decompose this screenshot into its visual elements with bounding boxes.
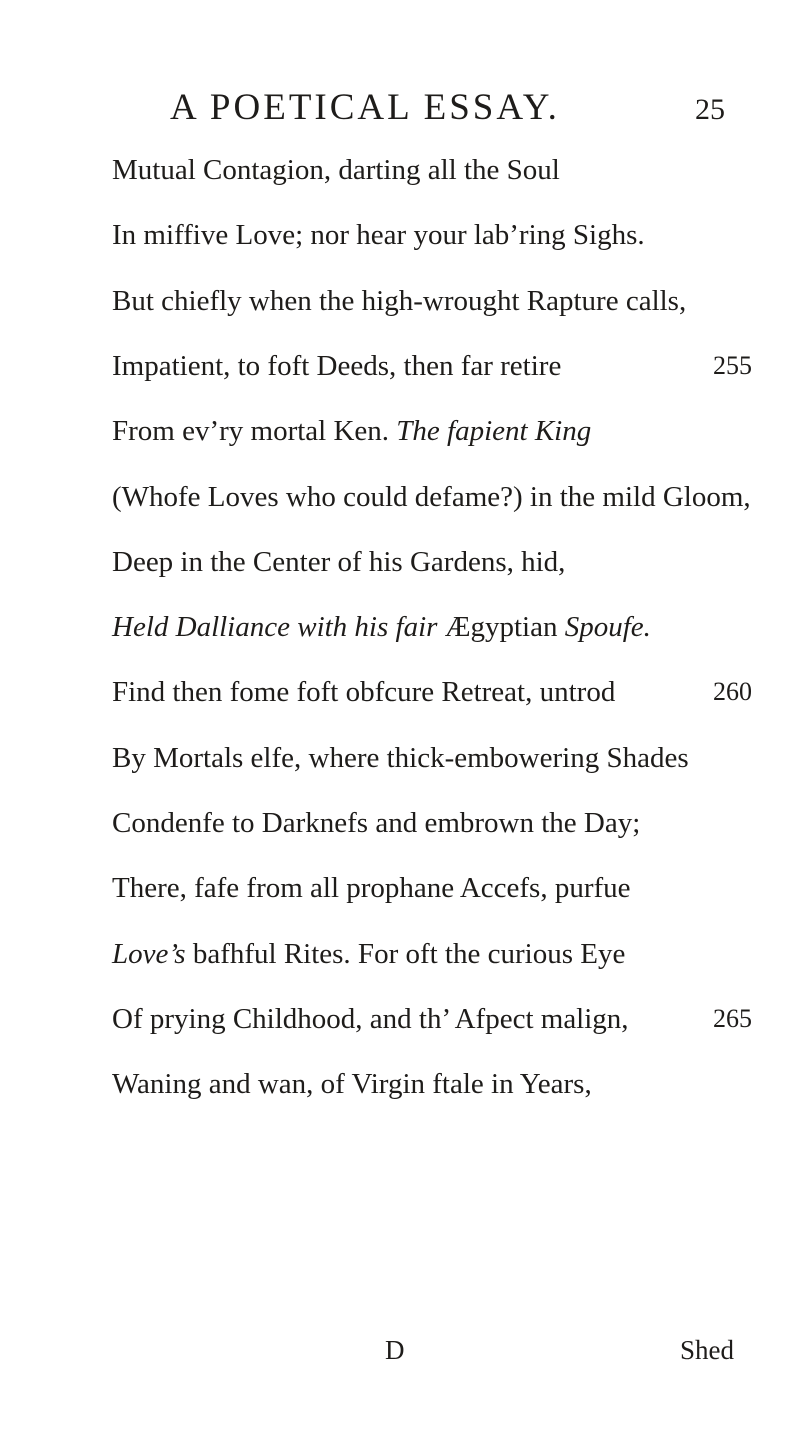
roman-phrase: Waning and wan, of Virgin ftale in Years,	[112, 1068, 592, 1100]
verse-line-text	[112, 411, 591, 451]
verse-line	[112, 477, 752, 517]
verse-line	[112, 150, 752, 190]
verse-line-text	[112, 346, 561, 386]
roman-phrase: (Whofe Loves who could defame?) in the mild Gloom,	[112, 481, 751, 513]
roman-phrase: Mutual Contagion, darting all the Soul	[112, 154, 560, 186]
verse-line	[112, 803, 752, 843]
verse-line-text	[112, 738, 689, 778]
verse-line-text	[112, 281, 686, 321]
running-head	[170, 88, 770, 138]
verse-line	[112, 542, 752, 582]
roman-phrase: bafhful Rites. For oft the curious Eye	[185, 938, 626, 970]
verse-line	[112, 1064, 752, 1104]
line-number: 255	[713, 351, 752, 380]
italic-phrase: Love’s	[112, 938, 186, 970]
catchword: Shed	[680, 1335, 734, 1365]
verse-line-text	[112, 803, 640, 843]
roman-phrase: Of prying Childhood, and th’ Afpect malign,	[112, 1003, 629, 1035]
verse-line	[112, 281, 752, 321]
italic-phrase: The fapient King	[396, 415, 592, 447]
verse-line	[112, 738, 752, 778]
roman-phrase: There, fafe from all prophane Accefs, purfue	[112, 872, 631, 904]
verse-line-text	[112, 1064, 592, 1104]
verse-line	[112, 215, 752, 255]
roman-phrase: In miffive Love; nor hear your lab’ring Sighs.	[112, 219, 645, 251]
verse-line-text	[112, 477, 751, 517]
footer-line	[0, 1330, 800, 1370]
verse-line-text	[112, 868, 631, 908]
roman-phrase: Condenfe to Darknefs and embrown the Day;	[112, 807, 641, 839]
verse-line	[112, 411, 752, 451]
roman-phrase: Find then fome foft obfcure Retreat, untrod	[112, 676, 616, 708]
italic-phrase: Held Dalliance with his fair	[112, 611, 445, 643]
verse-line-text	[112, 542, 565, 582]
verse-line	[112, 999, 752, 1039]
verse-line	[112, 672, 752, 712]
roman-phrase: From ev’ry mortal Ken.	[112, 415, 397, 447]
verse-line-text	[112, 999, 629, 1039]
verse-line	[112, 607, 752, 647]
roman-phrase: Impatient, to foft Deeds, then far retire	[112, 350, 562, 382]
roman-phrase: Ægyptian	[444, 611, 565, 643]
line-number: 260	[713, 677, 752, 706]
verse-line	[112, 346, 752, 386]
roman-phrase: Deep in the Center of his Gardens, hid,	[112, 546, 566, 578]
verse-line-text	[112, 672, 615, 712]
verse-line-text	[112, 607, 651, 647]
italic-phrase: Spoufe.	[564, 611, 651, 643]
verse-line	[112, 934, 752, 974]
verse-line-text	[112, 934, 625, 974]
verse-line	[112, 868, 752, 908]
roman-phrase: By Mortals elfe, where thick-embowering Shades	[112, 742, 689, 774]
running-title: A POETICAL ESSAY.	[170, 87, 560, 128]
page-number: 25	[695, 93, 725, 126]
roman-phrase: But chiefly when the high-wrought Rapture calls,	[112, 285, 687, 317]
line-number: 265	[713, 1004, 752, 1033]
verse-line-text	[112, 215, 645, 255]
verse-line-text	[112, 150, 560, 190]
signature-mark: D	[385, 1335, 405, 1365]
